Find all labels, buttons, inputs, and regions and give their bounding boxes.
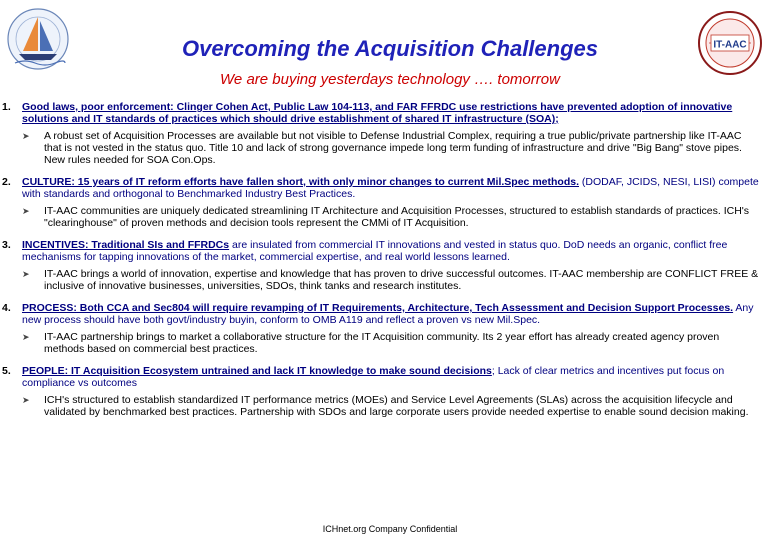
sub-bullet-text: IT-AAC communities are uniquely dedicated streamlining IT Architecture and Acquisition Processes, structured to establish standards of practices. ICH's "clearinghouse" of proven methods and decision tools represent the CMMi of IT Acquisition. (44, 205, 750, 229)
list-item (0, 101, 760, 166)
item-number: 1. (2, 101, 11, 113)
item-number: 5. (2, 365, 11, 377)
logo-right-text: IT-AAC (713, 39, 747, 51)
sub-bullet-text: IT-AAC partnership brings to market a collaborative structure for the IT Acquisition community. Its 2 year effort has already created agency proven methods based on commercial best practices. (44, 331, 720, 355)
arrow-bullet-icon: ➤ (22, 332, 30, 342)
item-text: Any new process should have both govt/industry buyin, conform to OMB A119 and reflect a proven vs new Mil.Spec. (22, 302, 754, 326)
sub-bullet-text: ICH's structured to establish standardized IT performance metrics (MOEs) and Service Level Agreements (SLAs) across the acquisition lifecycle and validated by benchmarked best practices. Partnership with SDOs and large corporate users provide needed expertise to enable sound decision making. (44, 394, 749, 418)
arrow-bullet-icon: ➤ (22, 206, 30, 216)
page-title: Overcoming the Acquisition Challenges (181, 36, 599, 61)
item-number: 2. (2, 176, 11, 188)
list-item (0, 176, 760, 229)
item-lead: Good laws, poor enforcement: Clinger Cohen Act, Public Law 104-113, and FAR FFRDC use restrictions have prevented adoption of innovative solutions and IT standards of practices which should drive establishment of shared IT infrastructure (SOA); (22, 101, 733, 125)
sub-bullet (22, 130, 760, 166)
arrow-bullet-icon: ➤ (22, 395, 30, 405)
challenge-list (0, 101, 760, 428)
sub-bullet (22, 331, 760, 355)
sub-bullet (22, 268, 760, 292)
arrow-bullet-icon: ➤ (22, 269, 30, 279)
page-subtitle: We are buying yesterdays technology …. tomorrow (220, 71, 560, 88)
item-lead: INCENTIVES: Traditional SIs and FFRDCs (22, 239, 230, 251)
item-lead: PROCESS: Both CCA and Sec804 will require revamping of IT Requirements, Architecture, Tech Assessment and Decision Support Processes. (22, 302, 734, 314)
item-text: are insulated from commercial IT innovations and vested in status quo. DoD needs an organic, conflict free mechanisms for tapping innovations of the market, commercial expertise, and real world lessons learned. (22, 239, 728, 263)
item-number: 4. (2, 302, 11, 314)
item-lead: PEOPLE: IT Acquisition Ecosystem untrained and lack IT knowledge to make sound decisions (22, 365, 492, 377)
item-lead: CULTURE: 15 years of IT reform efforts have fallen short, with only minor changes to current Mil.Spec methods. (22, 176, 579, 188)
sub-bullet (22, 205, 760, 229)
sub-bullet-text: A robust set of Acquisition Processes are available but not visible to Defense Industrial Complex, requiring a true public/private partnership like IT-AAC that is not vested in the status quo. Title 10 and lack of strong governance impede long term funding of infrastructure and drive "Big Bang" stove pipes. New rules needed for SOA Con.Ops. (44, 130, 742, 166)
sub-bullet (22, 394, 760, 418)
item-text: (DODAF, JCIDS, NESI, LISI) compete with standards and orthogonal to Benchmarked Industry Best Practices. (22, 176, 759, 200)
sub-bullet-text: IT-AAC brings a world of innovation, expertise and knowledge that has proven to drive successful outcomes. IT-AAC membership are CONFLICT FREE & inclusive of innovative businesses, universities, SDOs, think tanks and research institutes. (44, 268, 759, 292)
list-item (0, 239, 760, 292)
footer-text: ICHnet.org Company Confidential (322, 524, 458, 534)
list-item (0, 302, 760, 355)
list-item (0, 365, 760, 418)
arrow-bullet-icon: ➤ (22, 131, 30, 141)
item-number: 3. (2, 239, 11, 251)
item-text: ; Lack of clear metrics and incentives put focus on compliance vs outcomes (22, 365, 725, 389)
